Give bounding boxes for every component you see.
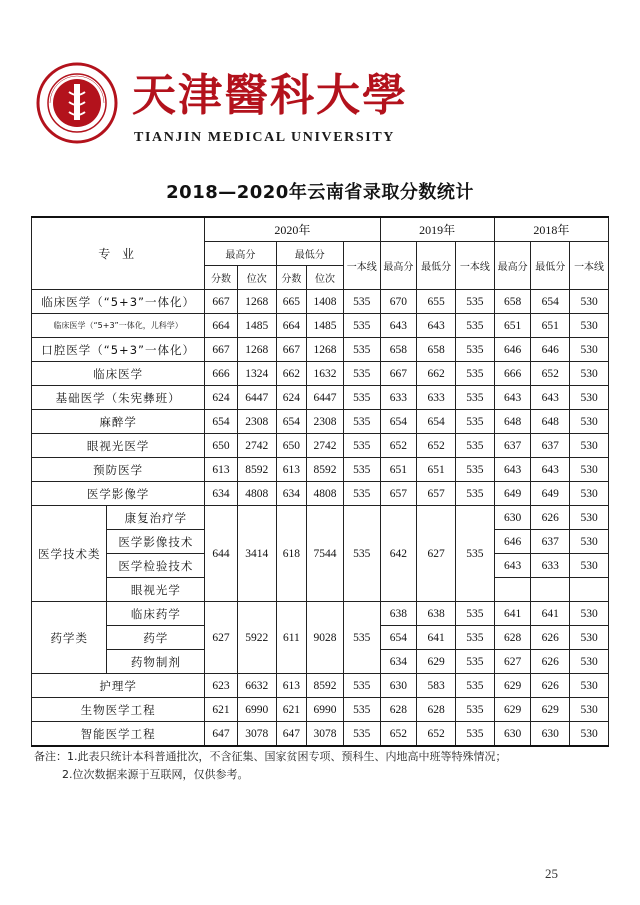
cell-value: 643 xyxy=(531,458,570,482)
cell-value: 652 xyxy=(380,434,417,458)
cell-value: 667 xyxy=(276,338,307,362)
cell-value: 535 xyxy=(455,602,494,626)
cell-value: 637 xyxy=(531,530,570,554)
cell-value: 629 xyxy=(417,650,456,674)
cell-value: 535 xyxy=(343,314,380,338)
cell-value: 535 xyxy=(455,506,494,602)
cell-value: 1268 xyxy=(307,338,344,362)
brand-name-chinese: 天津醫科大學 xyxy=(132,70,408,121)
cell-value: 5922 xyxy=(237,602,276,674)
footnote-2: 2.位次数据来源于互联网，仅供参考。 xyxy=(62,768,249,781)
cell-value: 6990 xyxy=(307,698,344,722)
cell-value: 530 xyxy=(570,290,609,314)
cell-value: 626 xyxy=(531,650,570,674)
cell-value: 650 xyxy=(205,434,238,458)
header-min-score: 分数 xyxy=(276,266,307,290)
cell-value: 630 xyxy=(531,722,570,747)
sub-major: 药物制剂 xyxy=(107,650,205,674)
cell-value: 643 xyxy=(380,314,417,338)
cell-value: 655 xyxy=(417,290,456,314)
table-row xyxy=(32,674,609,698)
cell-value: 535 xyxy=(455,290,494,314)
sub-major: 临床药学 xyxy=(107,602,205,626)
cell-value: 535 xyxy=(455,410,494,434)
cell-value: 8592 xyxy=(237,458,276,482)
cell-value: 535 xyxy=(455,482,494,506)
header-2018-line: 一本线 xyxy=(570,242,609,290)
cell-value: 530 xyxy=(570,602,609,626)
cell-value: 662 xyxy=(417,362,456,386)
table-row xyxy=(32,506,609,530)
page-title: 2018—2020年云南省录取分数统计 xyxy=(166,182,474,203)
cell-value: 535 xyxy=(455,698,494,722)
cell-value: 651 xyxy=(494,314,531,338)
cell-value: 535 xyxy=(455,650,494,674)
cell-value: 535 xyxy=(343,362,380,386)
header-2019-min: 最低分 xyxy=(417,242,456,290)
cell-value: 621 xyxy=(276,698,307,722)
cell-value: 535 xyxy=(343,410,380,434)
cell-value: 613 xyxy=(276,458,307,482)
table-row xyxy=(32,458,609,482)
cell-value: 651 xyxy=(417,458,456,482)
sub-major: 医学检验技术 xyxy=(107,554,205,578)
cell-value: 535 xyxy=(343,722,380,747)
cell-value: 646 xyxy=(531,338,570,362)
cell-value: 657 xyxy=(417,482,456,506)
cell-value: 628 xyxy=(494,626,531,650)
cell-value: 643 xyxy=(494,458,531,482)
table-row xyxy=(32,362,609,386)
cell-value: 530 xyxy=(570,722,609,747)
major-name: 生物医学工程 xyxy=(32,698,205,722)
cell-value: 627 xyxy=(417,506,456,602)
header-2018-min: 最低分 xyxy=(531,242,570,290)
cell-value: 666 xyxy=(494,362,531,386)
cell-value: 665 xyxy=(276,290,307,314)
cell-value: 530 xyxy=(570,674,609,698)
header-min-rank: 位次 xyxy=(307,266,344,290)
sub-major: 药学 xyxy=(107,626,205,650)
cell-value: 6990 xyxy=(237,698,276,722)
major-name: 眼视光医学 xyxy=(32,434,205,458)
cell-value: 8592 xyxy=(307,458,344,482)
cell-value: 1408 xyxy=(307,290,344,314)
cell-value xyxy=(531,578,570,602)
cell-value: 646 xyxy=(494,530,531,554)
cell-value: 664 xyxy=(276,314,307,338)
group-name: 药学类 xyxy=(32,602,107,674)
cell-value: 654 xyxy=(531,290,570,314)
cell-value: 627 xyxy=(205,602,238,674)
header-max-rank: 位次 xyxy=(237,266,276,290)
cell-value: 633 xyxy=(380,386,417,410)
cell-value: 535 xyxy=(455,674,494,698)
cell-value: 583 xyxy=(417,674,456,698)
cell-value xyxy=(570,578,609,602)
cell-value: 637 xyxy=(494,434,531,458)
cell-value: 3078 xyxy=(237,722,276,747)
cell-value: 1632 xyxy=(307,362,344,386)
header-2020-line: 一本线 xyxy=(343,242,380,290)
major-name: 护理学 xyxy=(32,674,205,698)
cell-value: 667 xyxy=(205,290,238,314)
cell-value: 652 xyxy=(380,722,417,747)
cell-value: 630 xyxy=(494,506,531,530)
admission-score-table xyxy=(31,216,609,747)
cell-value: 654 xyxy=(276,410,307,434)
cell-value: 530 xyxy=(570,626,609,650)
major-name: 医学影像学 xyxy=(32,482,205,506)
header-max-score: 分数 xyxy=(205,266,238,290)
cell-value: 648 xyxy=(531,410,570,434)
header-2019-line: 一本线 xyxy=(455,242,494,290)
table-row xyxy=(32,290,609,314)
cell-value: 658 xyxy=(494,290,531,314)
cell-value: 621 xyxy=(205,698,238,722)
table-row xyxy=(32,386,609,410)
cell-value: 630 xyxy=(494,722,531,747)
cell-value: 638 xyxy=(417,602,456,626)
cell-value: 652 xyxy=(531,362,570,386)
cell-value: 530 xyxy=(570,410,609,434)
cell-value: 658 xyxy=(417,338,456,362)
table-row xyxy=(32,482,609,506)
table-row xyxy=(32,338,609,362)
major-name: 临床医学（“5+3”一体化，儿科学） xyxy=(32,314,205,338)
cell-value: 629 xyxy=(494,698,531,722)
cell-value: 643 xyxy=(531,386,570,410)
cell-value: 634 xyxy=(205,482,238,506)
cell-value: 657 xyxy=(380,482,417,506)
cell-value: 530 xyxy=(570,482,609,506)
major-name: 麻醉学 xyxy=(32,410,205,434)
university-seal-logo xyxy=(36,62,118,144)
cell-value: 535 xyxy=(455,722,494,747)
cell-value: 652 xyxy=(417,434,456,458)
cell-value: 652 xyxy=(417,722,456,747)
cell-value: 667 xyxy=(380,362,417,386)
brand-name-english: TIANJIN MEDICAL UNIVERSITY xyxy=(134,130,395,145)
cell-value: 6632 xyxy=(237,674,276,698)
cell-value: 629 xyxy=(494,674,531,698)
sub-major: 眼视光学 xyxy=(107,578,205,602)
header-2019-max: 最高分 xyxy=(380,242,417,290)
cell-value: 535 xyxy=(343,482,380,506)
header-year-2020: 2020年 xyxy=(205,217,380,242)
cell-value: 624 xyxy=(205,386,238,410)
cell-value: 530 xyxy=(570,314,609,338)
cell-value: 535 xyxy=(343,386,380,410)
header-2020-min: 最低分 xyxy=(276,242,343,266)
major-name: 临床医学 xyxy=(32,362,205,386)
cell-value: 670 xyxy=(380,290,417,314)
cell-value: 650 xyxy=(276,434,307,458)
cell-value: 646 xyxy=(494,338,531,362)
cell-value: 613 xyxy=(276,674,307,698)
cell-value: 535 xyxy=(343,602,380,674)
cell-value: 630 xyxy=(380,674,417,698)
cell-value: 1485 xyxy=(237,314,276,338)
cell-value: 1268 xyxy=(237,338,276,362)
table-row xyxy=(32,602,609,626)
cell-value: 2308 xyxy=(307,410,344,434)
cell-value: 2308 xyxy=(237,410,276,434)
cell-value: 530 xyxy=(570,554,609,578)
cell-value: 1324 xyxy=(237,362,276,386)
header-2018-max: 最高分 xyxy=(494,242,531,290)
footnotes xyxy=(34,748,624,784)
cell-value: 530 xyxy=(570,386,609,410)
cell-value: 535 xyxy=(455,434,494,458)
cell-value: 535 xyxy=(455,314,494,338)
cell-value: 530 xyxy=(570,506,609,530)
cell-value: 664 xyxy=(205,314,238,338)
table-row xyxy=(32,722,609,747)
cell-value: 643 xyxy=(494,386,531,410)
cell-value: 626 xyxy=(531,674,570,698)
cell-value: 633 xyxy=(417,386,456,410)
cell-value: 637 xyxy=(531,434,570,458)
cell-value: 618 xyxy=(276,506,307,602)
cell-value: 535 xyxy=(455,386,494,410)
header-year-2019: 2019年 xyxy=(380,217,494,242)
cell-value: 530 xyxy=(570,434,609,458)
cell-value: 4808 xyxy=(237,482,276,506)
cell-value: 666 xyxy=(205,362,238,386)
cell-value: 535 xyxy=(455,458,494,482)
header-2020-max: 最高分 xyxy=(205,242,276,266)
cell-value: 2742 xyxy=(307,434,344,458)
cell-value: 624 xyxy=(276,386,307,410)
cell-value: 654 xyxy=(417,410,456,434)
cell-value: 535 xyxy=(455,626,494,650)
cell-value: 613 xyxy=(205,458,238,482)
table-row xyxy=(32,410,609,434)
cell-value: 535 xyxy=(343,338,380,362)
header-major: 专 业 xyxy=(32,217,205,290)
table-row xyxy=(32,314,609,338)
cell-value: 611 xyxy=(276,602,307,674)
cell-value: 1268 xyxy=(237,290,276,314)
cell-value: 654 xyxy=(380,410,417,434)
cell-value: 643 xyxy=(494,554,531,578)
major-name: 临床医学（“5+3”一体化） xyxy=(32,290,205,314)
page-number: 25 xyxy=(545,866,558,881)
cell-value: 662 xyxy=(276,362,307,386)
cell-value: 530 xyxy=(570,530,609,554)
cell-value: 530 xyxy=(570,698,609,722)
cell-value: 644 xyxy=(205,506,238,602)
cell-value: 634 xyxy=(380,650,417,674)
cell-value: 649 xyxy=(531,482,570,506)
cell-value: 3078 xyxy=(307,722,344,747)
table-row xyxy=(32,698,609,722)
cell-value: 629 xyxy=(531,698,570,722)
cell-value: 3414 xyxy=(237,506,276,602)
major-name: 基础医学（朱宪彝班） xyxy=(32,386,205,410)
cell-value: 642 xyxy=(380,506,417,602)
cell-value: 638 xyxy=(380,602,417,626)
cell-value: 9028 xyxy=(307,602,344,674)
cell-value: 649 xyxy=(494,482,531,506)
cell-value: 626 xyxy=(531,626,570,650)
cell-value: 643 xyxy=(417,314,456,338)
cell-value: 530 xyxy=(570,650,609,674)
cell-value: 641 xyxy=(531,602,570,626)
group-name: 医学技术类 xyxy=(32,506,107,602)
major-name: 口腔医学（“5+3”一体化） xyxy=(32,338,205,362)
university-header xyxy=(36,62,436,152)
cell-value: 535 xyxy=(455,338,494,362)
cell-value: 535 xyxy=(343,290,380,314)
cell-value: 623 xyxy=(205,674,238,698)
major-name: 预防医学 xyxy=(32,458,205,482)
cell-value: 535 xyxy=(343,674,380,698)
cell-value: 535 xyxy=(343,506,380,602)
cell-value: 1485 xyxy=(307,314,344,338)
cell-value: 648 xyxy=(494,410,531,434)
cell-value: 535 xyxy=(455,362,494,386)
sub-major: 康复治疗学 xyxy=(107,506,205,530)
cell-value: 530 xyxy=(570,362,609,386)
major-name: 智能医学工程 xyxy=(32,722,205,747)
cell-value: 535 xyxy=(343,458,380,482)
cell-value: 626 xyxy=(531,506,570,530)
cell-value: 634 xyxy=(276,482,307,506)
header-year-2018: 2018年 xyxy=(494,217,608,242)
cell-value: 628 xyxy=(417,698,456,722)
cell-value: 535 xyxy=(343,434,380,458)
cell-value: 667 xyxy=(205,338,238,362)
cell-value: 4808 xyxy=(307,482,344,506)
cell-value: 627 xyxy=(494,650,531,674)
cell-value xyxy=(494,578,531,602)
cell-value: 654 xyxy=(205,410,238,434)
cell-value: 651 xyxy=(531,314,570,338)
cell-value: 530 xyxy=(570,338,609,362)
cell-value: 641 xyxy=(494,602,531,626)
footnote-1: 备注：1.此表只统计本科普通批次，不含征集、国家贫困专项、预科生、内地高中班等特殊情况； xyxy=(34,750,507,763)
sub-major: 医学影像技术 xyxy=(107,530,205,554)
cell-value: 6447 xyxy=(307,386,344,410)
cell-value: 654 xyxy=(380,626,417,650)
cell-value: 530 xyxy=(570,458,609,482)
cell-value: 651 xyxy=(380,458,417,482)
table-row xyxy=(32,434,609,458)
cell-value: 641 xyxy=(417,626,456,650)
cell-value: 7544 xyxy=(307,506,344,602)
cell-value: 2742 xyxy=(237,434,276,458)
cell-value: 6447 xyxy=(237,386,276,410)
cell-value: 633 xyxy=(531,554,570,578)
cell-value: 8592 xyxy=(307,674,344,698)
cell-value: 647 xyxy=(205,722,238,747)
cell-value: 647 xyxy=(276,722,307,747)
cell-value: 658 xyxy=(380,338,417,362)
cell-value: 535 xyxy=(343,698,380,722)
cell-value: 628 xyxy=(380,698,417,722)
